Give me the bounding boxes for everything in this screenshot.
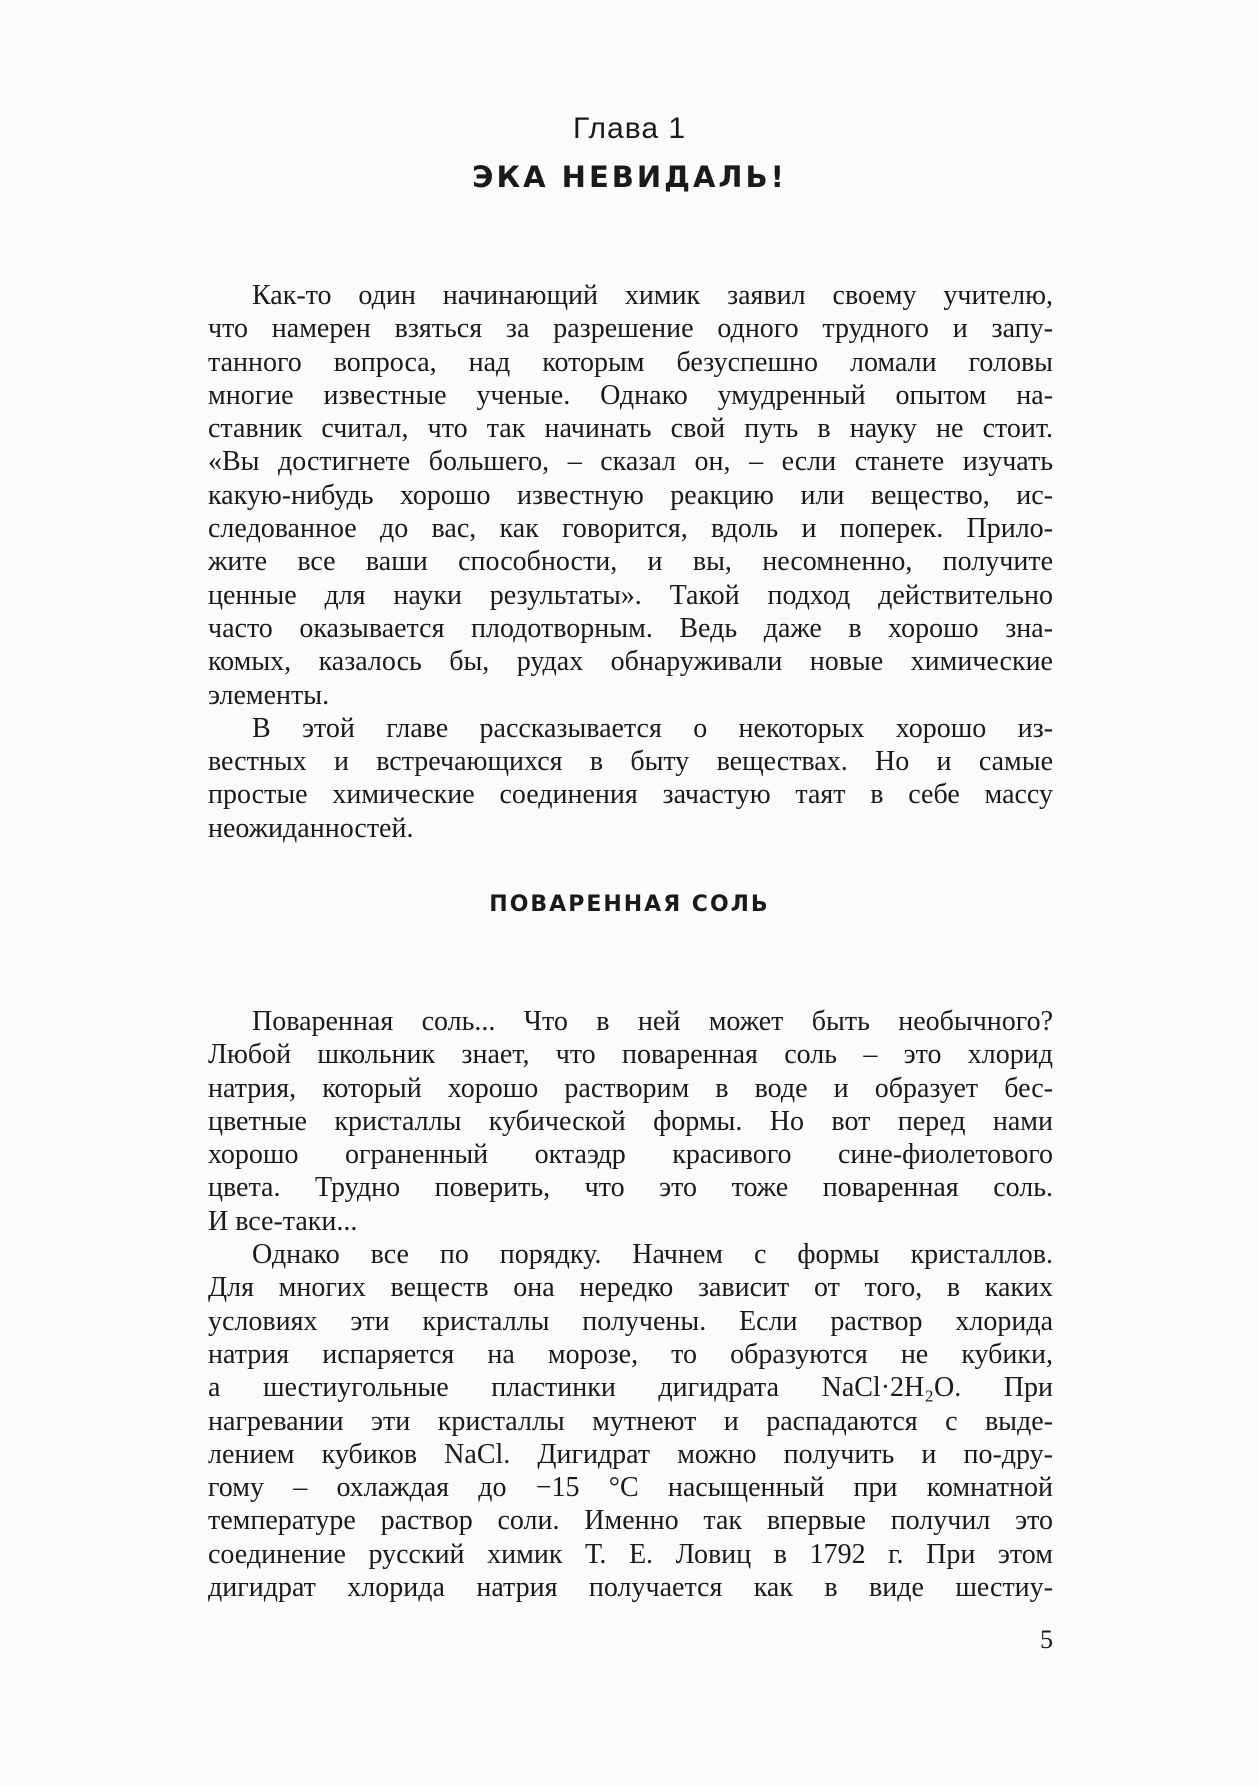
text-line: В этой главе рассказывается о некоторых хорошо из- — [252, 712, 1053, 744]
text-line: комых, казалось бы, рудах обнаруживали новые химические — [208, 646, 1053, 678]
page-number: 5 — [1040, 1625, 1053, 1654]
text-line: ценные для науки результаты». Такой подход действительно — [208, 579, 1053, 611]
text-line: натрия, который хорошо растворим в воде и образует бес- — [208, 1072, 1053, 1104]
text-line: часто оказывается плодотворным. Ведь даже в хорошо зна- — [208, 612, 1053, 644]
text-line: хорошо ограненный октаэдр красивого сине-фиолетового — [208, 1139, 1053, 1171]
text-line: цветные кристаллы кубической формы. Но вот перед нами — [208, 1105, 1053, 1137]
chapter-label: Глава 1 — [572, 112, 687, 145]
text-line: танного вопроса, над которым безуспешно ломали головы — [208, 346, 1053, 378]
text-line: нагревании эти кристаллы мутнеют и распадаются с выде- — [208, 1405, 1053, 1437]
text-line: Любой школьник знает, что поваренная соль – это хлорид — [208, 1039, 1053, 1071]
text-line: следованное до вас, как говорится, вдоль и поперек. Прило- — [208, 513, 1053, 545]
text-line: вестных и встречающихся в быту веществах. Но и самые — [208, 746, 1053, 778]
text-line: соединение русский химик Т. Е. Ловиц в 1792 г. При этом — [208, 1538, 1053, 1570]
text-line: что намерен взяться за разрешение одного трудного и запу- — [208, 313, 1053, 345]
text-line: И все-таки... — [208, 1205, 358, 1237]
text-line: гому – охлаждая до −15 °С насыщенный при комнатной — [208, 1472, 1053, 1504]
text-line: многие известные ученые. Однако умудренный опытом на- — [208, 379, 1053, 411]
text-line: ставник считал, что так начинать свой путь в науку не стоит. — [208, 413, 1053, 445]
text-line: а шестиугольные пластинки дигидрата NaCl·2H₂O. При — [208, 1372, 1053, 1404]
text-line: Поваренная соль... Что в ней может быть необычного? — [252, 1006, 1053, 1037]
text-line: лением кубиков NaCl. Дигидрат можно получить и по-дру- — [208, 1438, 1053, 1470]
text-line: «Вы достигнете большего, – сказал он, – если станете изучать — [208, 446, 1053, 478]
text-line: условиях эти кристаллы получены. Если раствор хлорида — [208, 1305, 1053, 1337]
text-line: температуре раствор соли. Именно так впервые получил это — [208, 1505, 1053, 1537]
chapter-title: ЭКА НЕВИДАЛЬ! — [472, 160, 787, 194]
text-line: неожиданностей. — [208, 812, 414, 844]
text-line: Однако все по порядку. Начнем с формы кристаллов. — [252, 1239, 1053, 1271]
text-line: элементы. — [208, 679, 330, 711]
text-line: какую-нибудь хорошо известную реакцию или вещество, ис- — [208, 479, 1053, 511]
text-line: дигидрат хлорида натрия получается как в виде шестиу- — [208, 1572, 1053, 1604]
text-line: жите все ваши способности, и вы, несомненно, получите — [208, 546, 1053, 578]
text-line: цвета. Трудно поверить, что это тоже поваренная соль. — [208, 1172, 1053, 1204]
body-text — [208, 1005, 1053, 1604]
section-title: ПОВАРЕННАЯ СОЛЬ — [489, 892, 770, 917]
text-line: Для многих веществ она нередко зависит от того, в каких — [208, 1272, 1053, 1304]
text-line: простые химические соединения зачастую таят в себе массу — [208, 779, 1053, 811]
text-line: натрия испаряется на морозе, то образуются не кубики, — [208, 1338, 1053, 1370]
text-line: Как-то один начинающий химик заявил своему учителю, — [252, 280, 1053, 311]
intro-text — [208, 279, 1053, 845]
